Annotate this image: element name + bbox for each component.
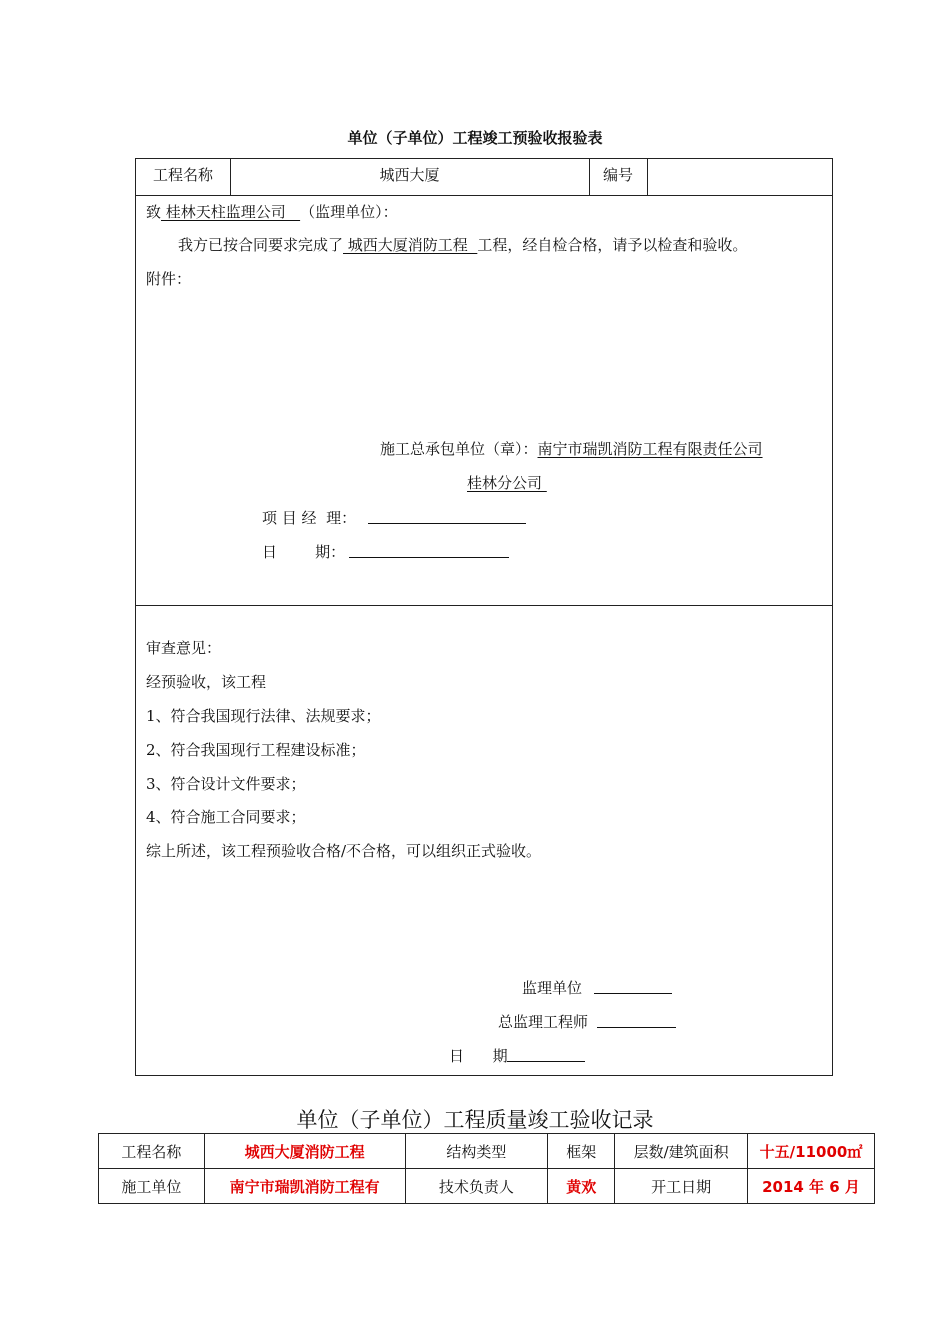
number-label: 编号 <box>602 166 633 184</box>
review-item: 1、符合我国现行法律、法规要求； <box>146 707 381 725</box>
divider <box>136 605 832 606</box>
form1-title: 单位（子单位）工程竣工预验收报验表 <box>347 129 603 147</box>
chief-engineer-signature-line[interactable] <box>597 1027 676 1028</box>
contractor-branch: 桂林分公司 <box>467 474 547 492</box>
review-item: 3、符合设计文件要求； <box>146 775 306 793</box>
attachment-label: 附件： <box>146 270 192 288</box>
contractor-label: 施工单位 <box>99 1169 205 1204</box>
floors-area-label: 层数/建筑面积 <box>615 1134 748 1169</box>
structure-type-label: 结构类型 <box>405 1134 548 1169</box>
quality-acceptance-table <box>98 1133 875 1204</box>
supervisor-unit-signature-line[interactable] <box>594 993 672 994</box>
review-item: 4、符合施工合同要求； <box>146 808 306 826</box>
form2-title: 单位（子单位）工程质量竣工验收记录 <box>296 1108 654 1132</box>
contractor-name: 南宁市瑞凯消防工程有限责任公司 <box>537 440 763 458</box>
divider <box>136 195 832 196</box>
table-row <box>99 1169 875 1204</box>
start-date-label: 开工日期 <box>615 1169 748 1204</box>
project-reference: 城西大厦消防工程 <box>343 236 478 254</box>
project-manager-signature-line[interactable] <box>368 523 526 524</box>
contractor-value: 南宁市瑞凯消防工程有 <box>204 1169 405 1204</box>
review-date-signature-line[interactable] <box>507 1061 585 1062</box>
addressee: 致 桂林天柱监理公司 （监理单位）： <box>146 203 398 221</box>
review-conclusion: 综上所述，该工程预验收合格/不合格，可以组织正式验收。 <box>146 842 542 860</box>
project-manager-label: 项 目 经 理： <box>262 509 357 527</box>
tech-lead-label: 技术负责人 <box>405 1169 548 1204</box>
floors-area-value: 十五/11000㎡ <box>748 1134 875 1169</box>
project-name-value: 城西大厦消防工程 <box>204 1134 405 1169</box>
project-name-label: 工程名称 <box>152 166 213 184</box>
contractor-line: 施工总承包单位（章）：南宁市瑞凯消防工程有限责任公司 <box>380 440 763 458</box>
date-signature-line[interactable] <box>349 557 509 558</box>
supervisor-unit-label: 监理单位 <box>522 979 583 997</box>
structure-type-value: 框架 <box>548 1134 615 1169</box>
table-row <box>99 1134 875 1169</box>
review-intro: 经预验收，该工程 <box>146 673 267 691</box>
chief-engineer-label: 总监理工程师 <box>498 1013 589 1031</box>
review-label: 审查意见： <box>146 639 222 657</box>
review-item: 2、符合我国现行工程建设标准； <box>146 741 366 759</box>
supervisor-company: 桂林天柱监理公司 <box>161 203 301 221</box>
start-date-value: 2014 年 6 月 <box>748 1169 875 1204</box>
completion-statement: 我方已按合同要求完成了 城西大厦消防工程 工程，经自检合格，请予以检查和验收。 <box>178 236 748 254</box>
review-date-label: 日 期 <box>449 1047 508 1065</box>
acceptance-report-form <box>135 158 833 1076</box>
date-label: 日 期： <box>262 543 346 561</box>
project-name-value: 城西大厦 <box>379 166 440 184</box>
divider <box>647 159 648 195</box>
project-name-label: 工程名称 <box>99 1134 205 1169</box>
tech-lead-value: 黄欢 <box>548 1169 615 1204</box>
